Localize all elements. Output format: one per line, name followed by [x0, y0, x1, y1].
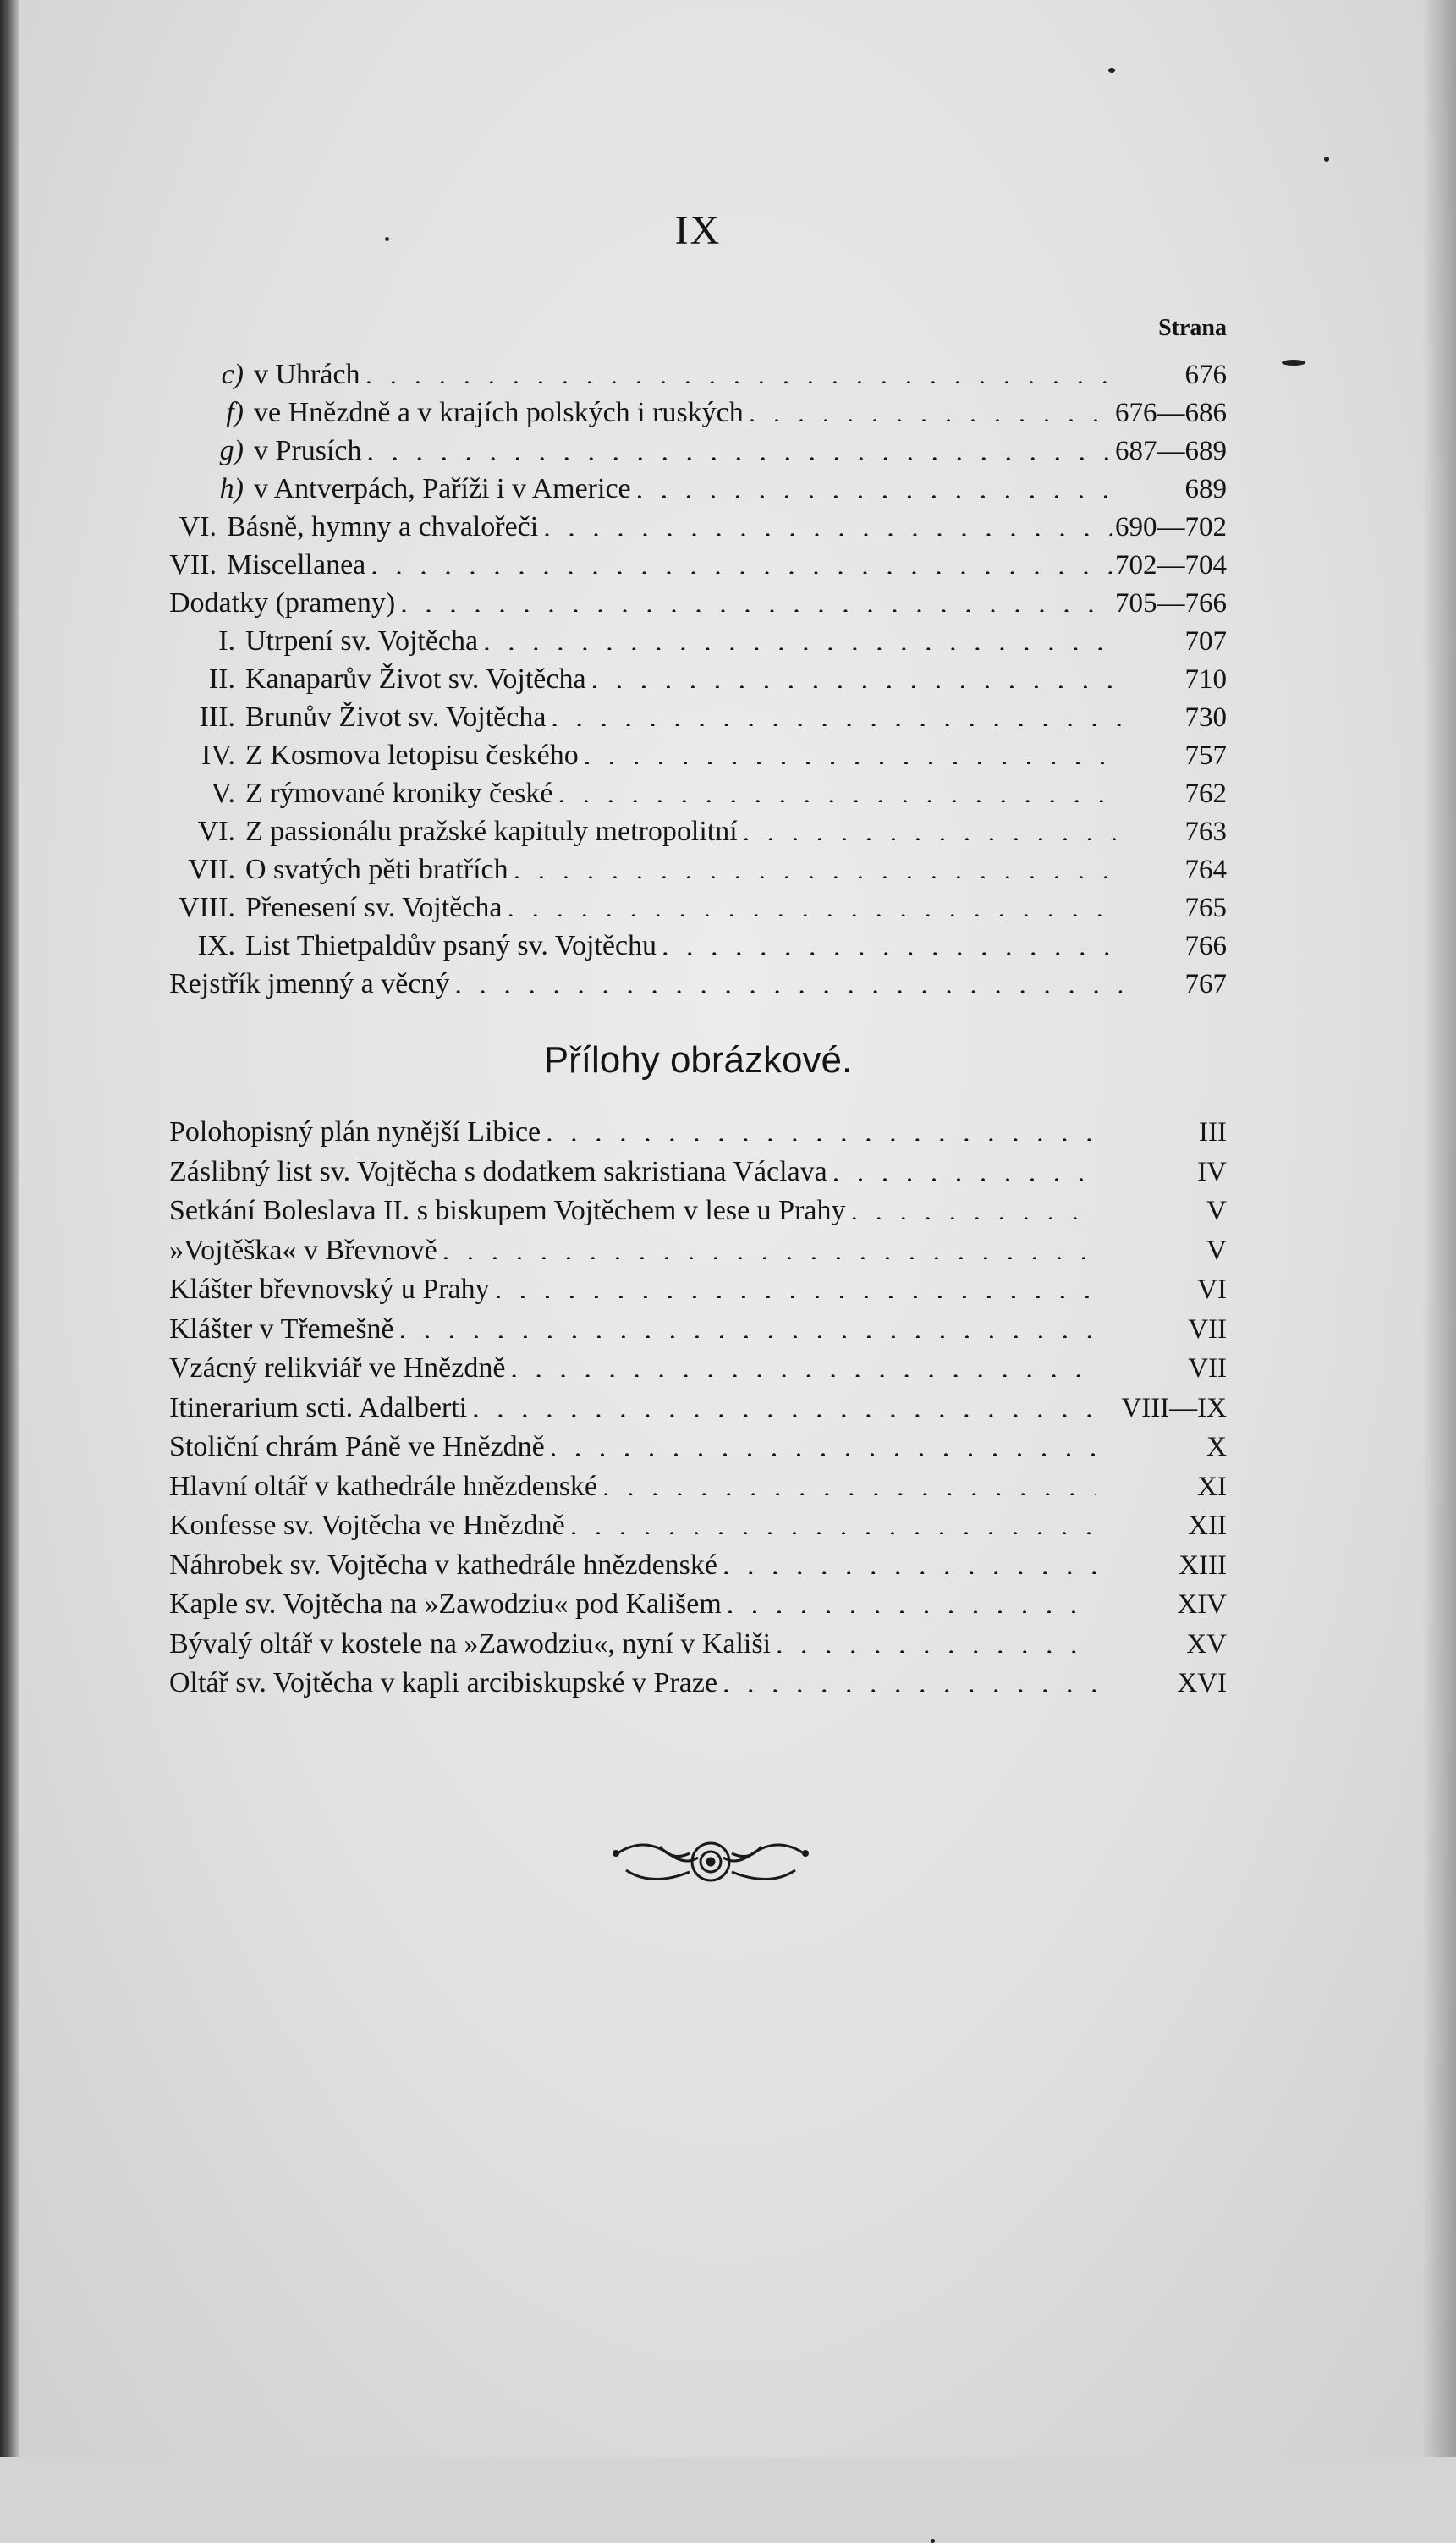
- illustration-title: Vzácný relikviář ve Hnězdně: [169, 1352, 506, 1384]
- toc-entry: [169, 812, 1227, 850]
- toc-entry-page: 766: [1184, 931, 1227, 961]
- toc-entry: [169, 698, 1227, 736]
- illustration-title: Náhrobek sv. Vojtěcha v kathedrále hnězdenské: [169, 1549, 717, 1581]
- illustration-entry: [169, 1625, 1227, 1665]
- print-speck: [1108, 68, 1115, 73]
- toc-entry: [169, 736, 1227, 774]
- toc-entry-number: IV.: [201, 740, 235, 771]
- toc-entry: [169, 889, 1227, 927]
- toc-entry-page: 710: [1184, 664, 1227, 695]
- toc-entry-page: 767: [1184, 969, 1227, 999]
- toc-entry-page: 702—704: [1115, 550, 1227, 581]
- dot-leader: [483, 623, 1122, 650]
- toc-entry-title: v Prusích: [254, 435, 362, 466]
- illustration-page: VII: [1188, 1313, 1227, 1345]
- illustration-title: Hlavní oltář v kathedrále hnězdenské: [169, 1470, 598, 1502]
- dot-leader: [367, 432, 1113, 460]
- toc-entry-number: IX.: [197, 930, 235, 961]
- toc-entry-page: 764: [1184, 855, 1227, 885]
- toc-entry: [169, 584, 1227, 622]
- toc-entry-page: 689: [1184, 474, 1227, 504]
- illustration-page: XI: [1197, 1471, 1227, 1502]
- dot-leader: [727, 1586, 1096, 1613]
- toc-entry-number: II.: [208, 663, 235, 695]
- dot-leader: [365, 356, 1122, 383]
- illustration-entry: [169, 1192, 1227, 1231]
- illustration-page: III: [1199, 1117, 1227, 1148]
- illustration-page: XII: [1188, 1511, 1227, 1541]
- dot-leader: [749, 394, 1112, 421]
- toc-entry-page: 763: [1184, 817, 1227, 847]
- illustration-page: V: [1206, 1235, 1227, 1266]
- illustration-title: Stoliční chrám Páně ve Hnězdně: [169, 1431, 545, 1462]
- illustration-page: VII: [1188, 1353, 1227, 1384]
- toc-entry-page: 676: [1184, 360, 1227, 390]
- illustration-title: Klášter břevnovský u Prahy: [169, 1274, 490, 1305]
- dot-leader: [550, 1428, 1096, 1456]
- toc-entry: [169, 470, 1227, 508]
- toc-entry-page: 705—766: [1115, 588, 1227, 619]
- illustration-page: VIII—IX: [1121, 1392, 1227, 1423]
- toc-entry-title: O svatých pěti bratřích: [245, 854, 508, 885]
- toc-entry-title: Kanaparův Život sv. Vojtěcha: [245, 663, 586, 695]
- dot-leader: [776, 1626, 1096, 1653]
- toc-entry: [169, 394, 1227, 432]
- illustration-page: V: [1206, 1196, 1227, 1226]
- toc-entry: [169, 508, 1227, 546]
- toc-entry: [169, 546, 1227, 584]
- toc-entry-number: h): [219, 473, 244, 504]
- illustration-page: XIV: [1177, 1589, 1227, 1620]
- dot-leader: [400, 585, 1112, 612]
- toc-entry-page: 762: [1184, 779, 1227, 809]
- illustration-entry: [169, 1231, 1227, 1271]
- dot-leader: [636, 471, 1122, 498]
- toc-entry-page: 690—702: [1115, 512, 1227, 542]
- toc-entry-number: VII.: [188, 854, 235, 885]
- illustration-page: VI: [1197, 1274, 1227, 1305]
- illustration-title: Setkání Boleslava II. s biskupem Vojtěchem v lese u Prahy: [169, 1195, 846, 1226]
- illustration-entry: [169, 1389, 1227, 1428]
- dot-leader: [551, 699, 1122, 726]
- illustration-page: IV: [1197, 1156, 1227, 1187]
- illustrations-heading: Přílohy obrázkové.: [543, 1039, 853, 1081]
- dot-leader: [723, 1547, 1096, 1574]
- illustration-entry: [169, 1664, 1227, 1704]
- dot-leader: [472, 1390, 1096, 1417]
- illustration-entry: [169, 1113, 1227, 1153]
- illustration-entry: [169, 1349, 1227, 1389]
- toc-entry-number: VII.: [169, 549, 217, 581]
- illustration-title: Klášter v Třemešně: [169, 1313, 394, 1345]
- toc-entry-number: VIII.: [178, 892, 235, 923]
- toc-entry-page: 765: [1184, 893, 1227, 923]
- toc-entry-title: ve Hnězdně a v krajích polských i ruských: [254, 397, 744, 428]
- print-speck: [1324, 157, 1329, 162]
- illustration-entry: [169, 1467, 1227, 1507]
- illustration-page: XV: [1186, 1628, 1227, 1660]
- toc-entry: [169, 774, 1227, 812]
- illustration-entry: [169, 1546, 1227, 1586]
- toc-entry-title: Brunův Život sv. Vojtěcha: [245, 702, 547, 733]
- toc-entry-number: VI.: [179, 511, 217, 542]
- toc-entry-title: Z passionálu pražské kapituly metropolitní: [245, 816, 738, 847]
- toc-entry-title: v Uhrách: [254, 359, 360, 390]
- page-binding-edge: [0, 0, 19, 2457]
- illustration-title: Oltář sv. Vojtěcha v kapli arcibiskupské v Praze: [169, 1667, 718, 1698]
- illustration-title: Konfesse sv. Vojtěcha ve Hnězdně: [169, 1510, 565, 1541]
- dot-leader: [543, 509, 1112, 536]
- dot-leader: [454, 966, 1122, 993]
- illustrations-list: [169, 1113, 1227, 1704]
- dot-leader: [662, 927, 1122, 955]
- toc-entry-number: I.: [218, 625, 235, 657]
- print-speck: [385, 237, 389, 241]
- illustration-title: Itinerarium scti. Adalberti: [169, 1391, 468, 1423]
- illustration-title: Záslibný list sv. Vojtěcha s dodatkem sakristiana Václava: [169, 1155, 827, 1187]
- dot-leader: [832, 1153, 1096, 1181]
- toc-entry: [169, 432, 1227, 470]
- toc-entry-title: Rejstřík jmenný a věcný: [169, 968, 450, 999]
- illustration-title: »Vojtěška« v Břevnově: [169, 1234, 437, 1266]
- toc-entry-page: 757: [1184, 740, 1227, 771]
- toc-entry-title: Dodatky (prameny): [169, 587, 396, 619]
- page-right-shadow: [1422, 0, 1456, 2457]
- toc-entry: [169, 965, 1227, 1003]
- toc-entry-page: 730: [1184, 702, 1227, 733]
- dot-leader: [602, 1468, 1096, 1495]
- illustration-title: Polohopisný plán nynější Libice: [169, 1116, 541, 1148]
- print-speck: [1282, 360, 1305, 366]
- toc-entry-title: Z rýmované kroniky české: [245, 778, 553, 809]
- toc-entry-number: c): [221, 359, 244, 390]
- toc-entry-number: III.: [199, 702, 235, 733]
- illustration-title: Kaple sv. Vojtěcha na »Zawodziu« pod Kališem: [169, 1588, 722, 1620]
- dot-leader: [371, 547, 1112, 574]
- dot-leader: [507, 889, 1122, 916]
- toc-entry-number: g): [219, 435, 244, 466]
- dot-leader: [584, 737, 1122, 764]
- dot-leader: [495, 1271, 1096, 1298]
- dot-leader: [514, 851, 1122, 878]
- dot-leader: [546, 1114, 1096, 1141]
- illustration-entry: [169, 1506, 1227, 1546]
- dot-leader: [591, 661, 1122, 688]
- dot-leader: [399, 1311, 1096, 1338]
- toc-entry: [169, 927, 1227, 965]
- toc-entry: [169, 355, 1227, 394]
- toc-entry-title: Z Kosmova letopisu českého: [245, 740, 579, 771]
- toc-entry-title: List Thietpaldův psaný sv. Vojtěchu: [245, 930, 657, 961]
- toc-entry: [169, 622, 1227, 660]
- illustration-title: Bývalý oltář v kostele na »Zawodziu«, nyní v Kališi: [169, 1627, 772, 1660]
- toc-entry-title: Básně, hymny a chvalořeči: [227, 511, 539, 542]
- dot-leader: [570, 1507, 1096, 1534]
- dot-leader: [743, 813, 1122, 840]
- toc-entry-number: VI.: [197, 816, 235, 847]
- toc-entry-number: V.: [211, 778, 235, 809]
- decorative-vignette-icon: [609, 1828, 812, 1896]
- dot-leader: [442, 1232, 1096, 1259]
- illustration-entry: [169, 1310, 1227, 1350]
- dot-leader: [851, 1192, 1097, 1219]
- illustration-page: X: [1206, 1432, 1227, 1462]
- illustration-entry: [169, 1585, 1227, 1625]
- toc-entry-title: Přenesení sv. Vojtěcha: [245, 892, 503, 923]
- illustration-entry: [169, 1153, 1227, 1192]
- illustration-entry: [169, 1270, 1227, 1310]
- toc-entry: [169, 660, 1227, 698]
- illustration-page: XIII: [1179, 1549, 1227, 1581]
- dot-leader: [558, 775, 1123, 802]
- print-speck: [931, 2539, 935, 2543]
- toc-entry-title: v Antverpách, Paříži i v Americe: [254, 473, 631, 504]
- illustration-entry: [169, 1428, 1227, 1467]
- toc-entry-page: 687—689: [1115, 436, 1227, 466]
- dot-leader: [510, 1350, 1096, 1377]
- table-of-contents: [169, 355, 1227, 1003]
- illustration-page: XVI: [1177, 1668, 1227, 1698]
- toc-entry-page: 707: [1184, 626, 1227, 657]
- toc-entry-number: f): [226, 397, 244, 428]
- toc-entry-title: Miscellanea: [227, 549, 366, 581]
- toc-entry-page: 676—686: [1115, 398, 1227, 428]
- toc-entry: [169, 850, 1227, 889]
- dot-leader: [723, 1665, 1096, 1692]
- toc-entry-title: Utrpení sv. Vojtěcha: [245, 625, 479, 657]
- page-number: IX: [674, 208, 722, 253]
- page-column-header: Strana: [1158, 315, 1227, 341]
